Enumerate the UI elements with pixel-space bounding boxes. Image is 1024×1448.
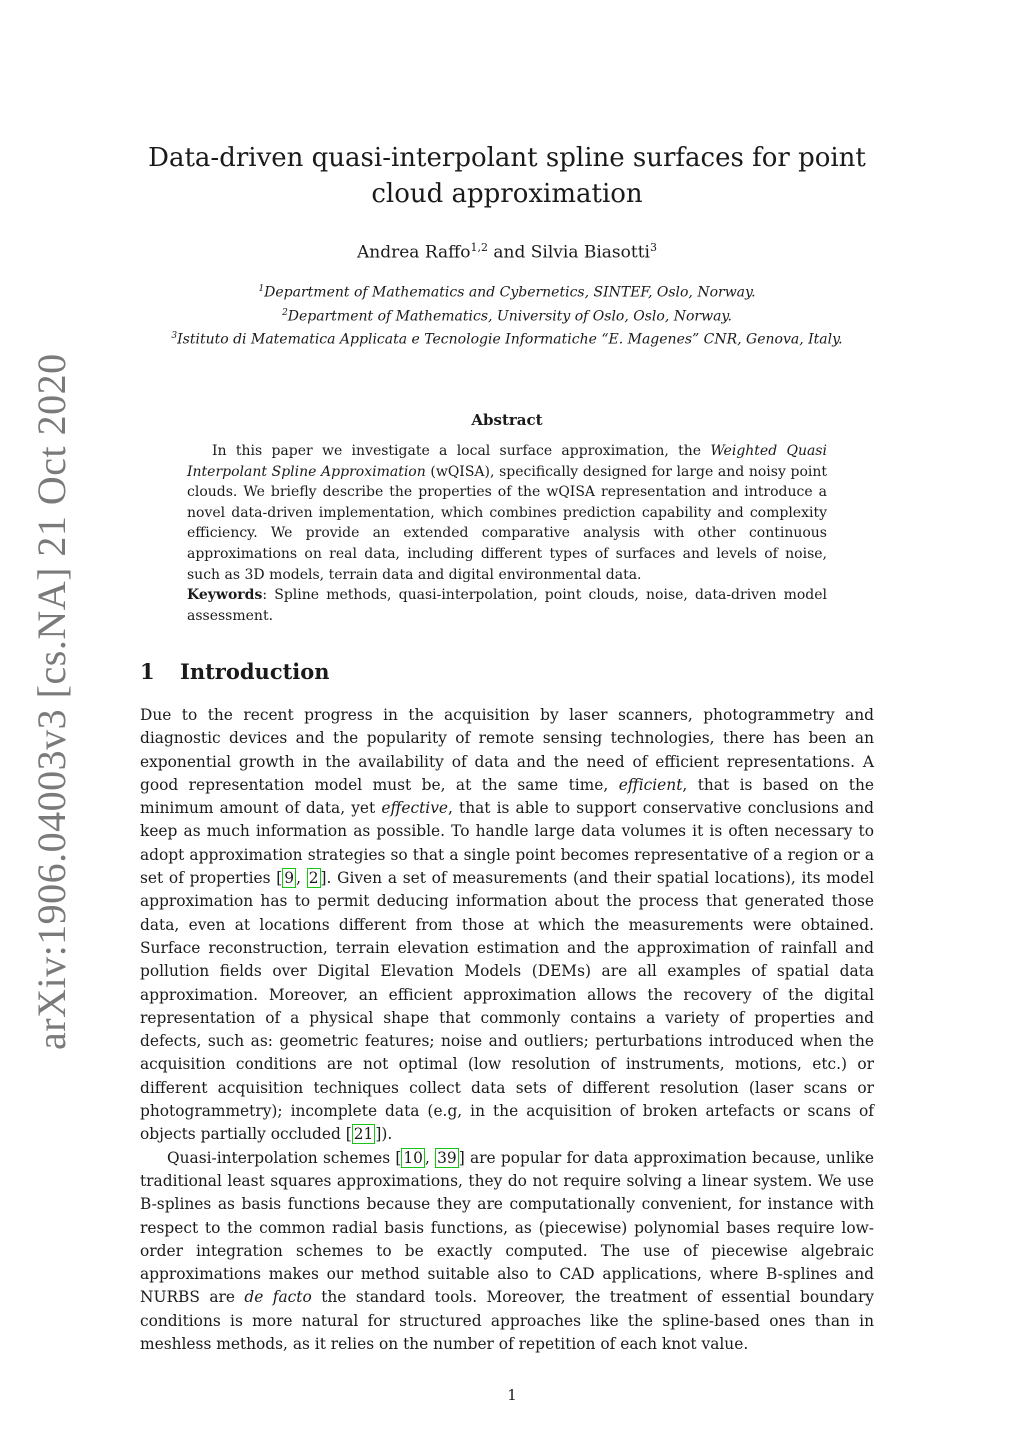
abstract-text: (wQISA), specifically designed for large and noisy point clouds. We briefly describe the properties of the wQISA representation and introduce a novel data-driven implementation, which combines prediction capability and complexity efficiency. We provide an extended comparative analysis with other continuous approximations on real data, including different types of surfaces and levels of noise, such as 3D models, terrain data and digital environmental data. <box>187 463 827 583</box>
body-text: , that is based on the minimum amount of data, yet <box>140 775 874 818</box>
affiliation <box>100 326 914 350</box>
arxiv-identifier-stamp: arXiv:1906.04003v3 [cs.NA] 21 Oct 2020 <box>29 353 74 1050</box>
citation-separator: , <box>296 869 307 888</box>
section-number: 1 <box>140 659 155 684</box>
section-body <box>140 704 874 1356</box>
abstract-body <box>187 441 827 626</box>
author-affiliation-marker: 3 <box>650 241 657 254</box>
affiliation <box>100 303 914 327</box>
keywords-line <box>187 585 827 626</box>
author-affiliation-marker: 1,2 <box>470 241 488 254</box>
abstract-emphasis: Weighted Quasi Interpolant Spline Approximation <box>187 443 827 480</box>
affiliation-marker: 2 <box>282 307 288 318</box>
citation-link[interactable]: 21 <box>353 1125 374 1144</box>
body-text: ]). <box>375 1125 393 1144</box>
author-joiner: and <box>493 242 526 263</box>
paper-title: Data-driven quasi-interpolant spline surfaces for point cloud approximation <box>148 143 866 209</box>
author-name: Silvia Biasotti <box>530 242 650 263</box>
citation-link[interactable]: 10 <box>403 1148 423 1167</box>
affiliation-text: Department of Mathematics, University of Oslo, Oslo, Norway. <box>287 308 732 325</box>
abstract-heading: Abstract <box>471 411 543 429</box>
affiliation <box>100 279 914 303</box>
citation-link[interactable]: 9 <box>284 869 295 888</box>
author-name: Andrea Raffo <box>357 242 471 263</box>
body-text: Quasi-interpolation schemes [ <box>167 1148 402 1167</box>
affiliation-marker: 1 <box>258 284 265 294</box>
keywords-label: Keywords <box>187 587 263 604</box>
body-text: ]. Given a set of measurements (and their spatial locations), its model approximation has to permit deducing information about the process that generated those data, even at locations different from those at which the measurements were obtained. Surface reconstruction, terrain elevation estimation and the approximation of rainfall and pollution fields over Digital Elevation Models (DEMs) are all examples of spatial data approximation. Moreover, an efficient approximation allows the recovery of the digital representation of a physical shape that commonly contains a variety of properties and defects, such as: geometric features; noise and outliers; perturbations introduced when the acquisition conditions are not optimal (low resolution of instruments, motions, etc.) or different acquisition techniques collect data sets of different resolution (laser scans or photogrammetry); incomplete data (e.g, in the acquisition of broken artefacts or scans of objects partially occluded [ <box>140 869 874 1144</box>
body-emphasis: de facto <box>244 1288 312 1307</box>
abstract-text: In this paper we investigate a local surface approximation, the <box>212 443 711 459</box>
page-number: 1 <box>507 1386 517 1404</box>
affiliation-text: Department of Mathematics and Cybernetics, SINTEF, Oslo, Norway. <box>264 284 756 301</box>
body-emphasis: efficient <box>618 775 683 794</box>
author-list <box>140 236 874 265</box>
body-text: the standard tools. Moreover, the treatment of essential boundary conditions is more natural for structured approaches like the spline-based ones than in meshless methods, as it relies on the number of repetition of each knot value. <box>140 1288 874 1354</box>
affiliation-list <box>100 279 914 350</box>
affiliation-text: Istituto di Matematica Applicata e Tecnologie Informatiche “E. Magenes” CNR, Genova, Italy. <box>177 331 843 348</box>
citation-separator: , <box>424 1148 436 1167</box>
body-text: Due to the recent progress in the acquisition by laser scanners, photogrammetry and diagnostic devices and the popularity of remote sensing technologies, there has been an exponential growth in the availability of data and the need of efficient representations. A good representation model must be, at the same time, <box>140 706 874 794</box>
section-heading <box>140 657 330 687</box>
abstract-paragraph <box>187 441 827 585</box>
keywords-text: : Spline methods, quasi-interpolation, point clouds, noise, data-driven model assessment. <box>187 587 827 624</box>
body-text: , that is able to support conservative conclusions and keep as much information as possible. To handle large data volumes it is often necessary to adopt approximation strategies so that a single point becomes representative of a region or a set of properties [ <box>140 799 874 888</box>
body-paragraph <box>140 1147 874 1357</box>
citation-link[interactable]: 39 <box>437 1148 457 1167</box>
body-paragraph <box>140 704 874 1147</box>
body-emphasis: effective <box>381 799 448 818</box>
section-title: Introduction <box>180 659 330 684</box>
citation-link[interactable]: 2 <box>308 869 319 888</box>
body-text: ] are popular for data approximation because, unlike traditional least squares approximations, they do not require solving a linear system. We use B-splines as basis functions because they are computationally convenient, for instance with respect to the common radial basis functions, as (piecewise) polynomial bases require low-order integration schemes to be exactly computed. The use of piecewise algebraic approximations makes our method suitable also to CAD applications, where B-splines and NURBS are <box>140 1148 874 1307</box>
affiliation-marker: 3 <box>171 331 178 342</box>
